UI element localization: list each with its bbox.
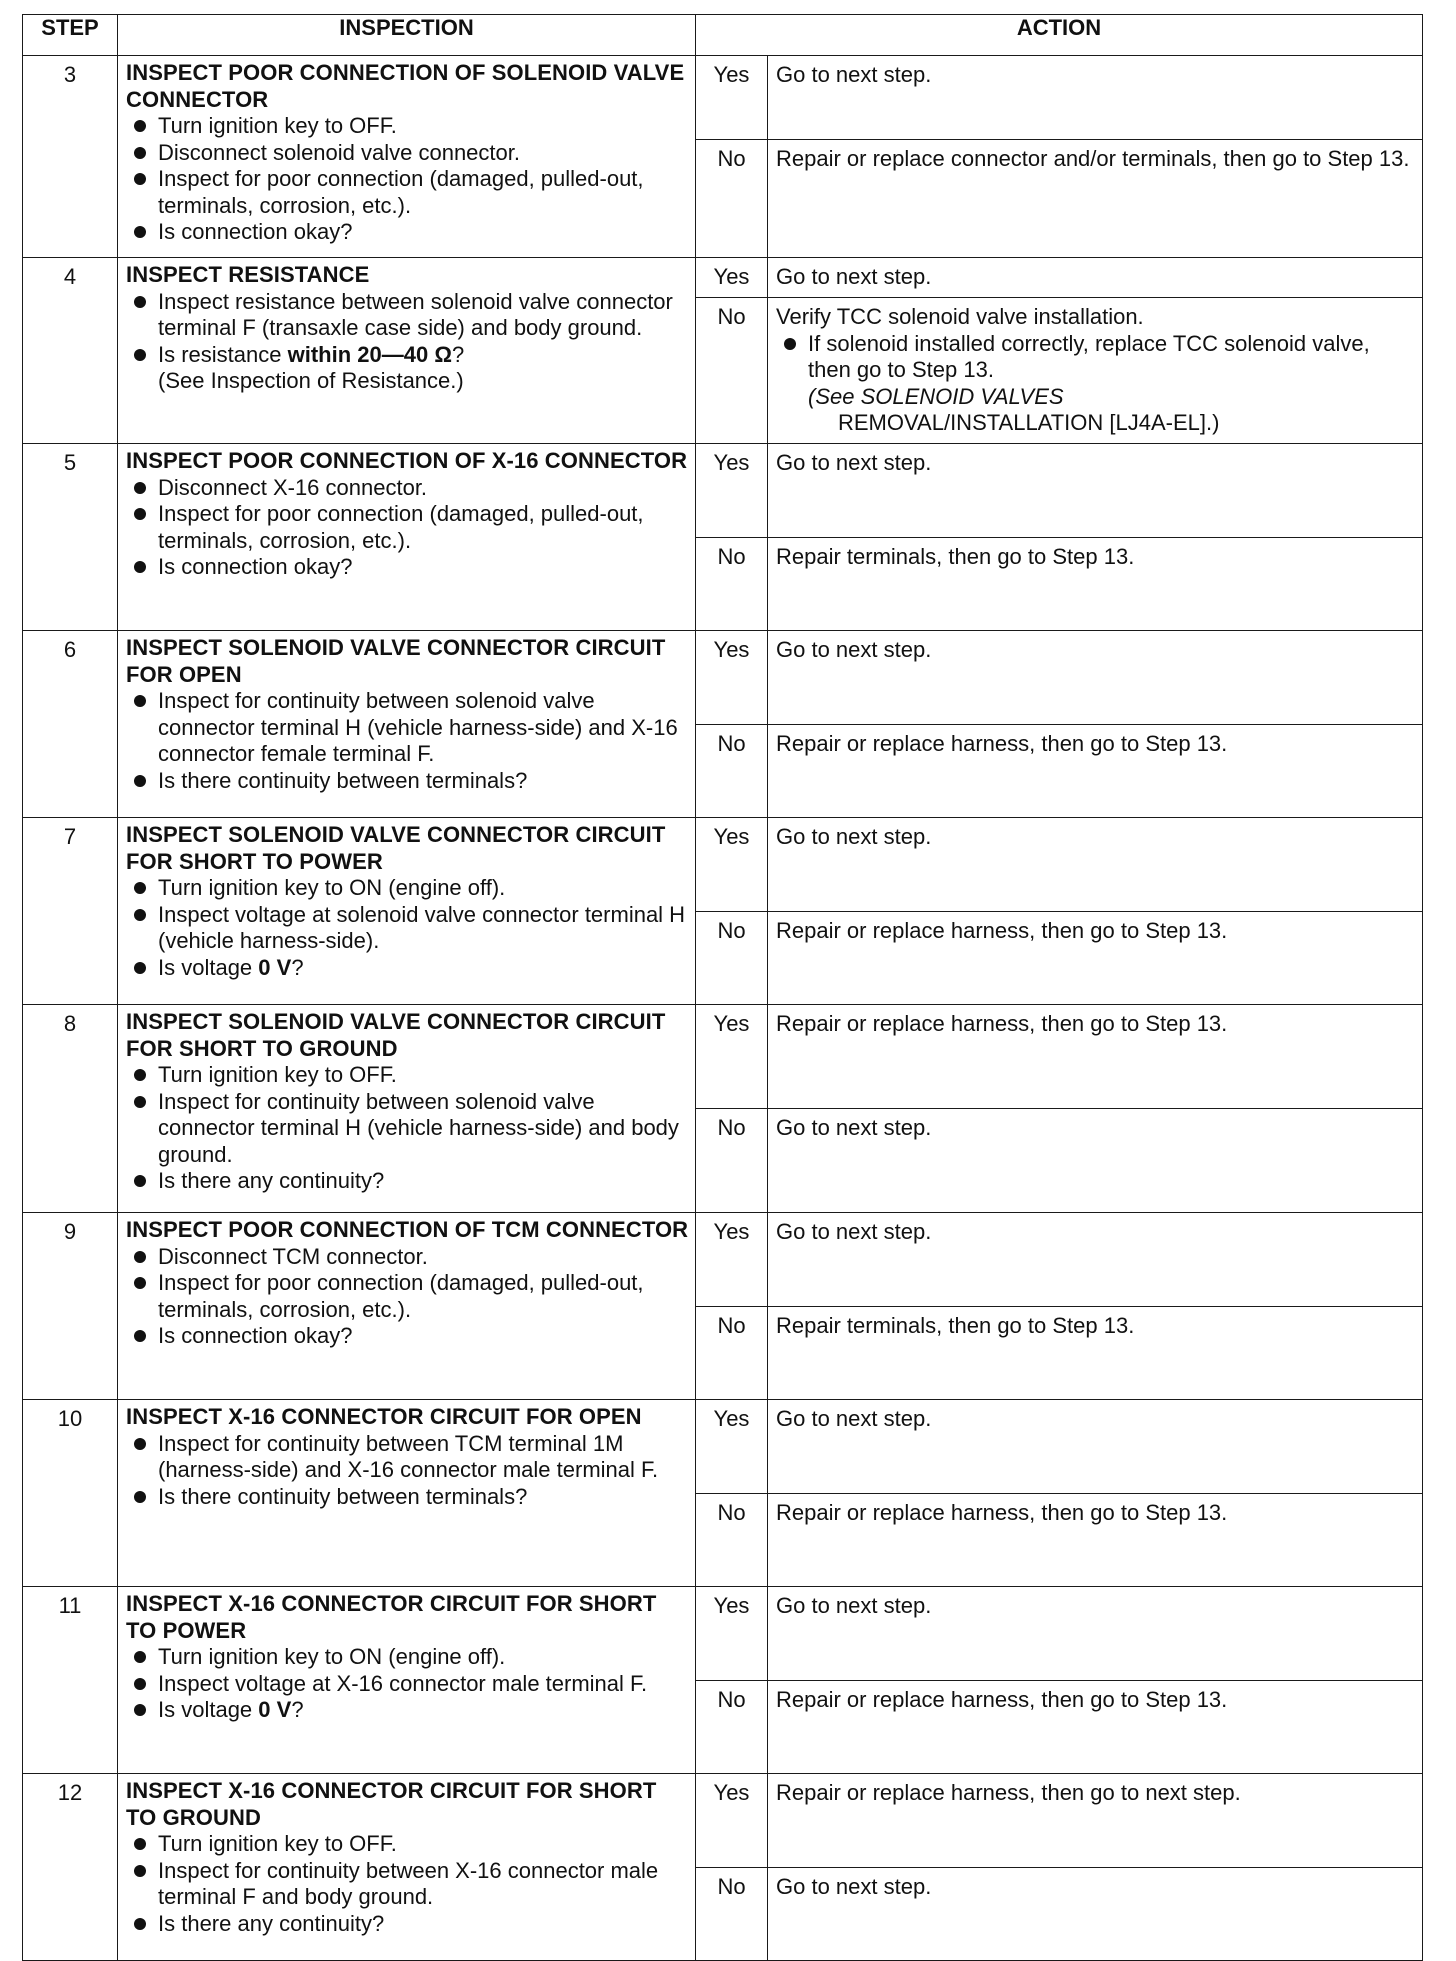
inspection-text: Inspect for continuity between TCM terminal 1M (harness-side) and X-16 connector male terminal F. [158, 1430, 659, 1482]
inspection-text: ? [451, 341, 465, 367]
inspection-bullet [126, 140, 689, 167]
bullet-icon [134, 962, 146, 974]
no-action-text: Repair terminals, then go to Step 13. [776, 1312, 1135, 1338]
inspection-title: INSPECT X-16 CONNECTOR CIRCUIT FOR SHORT TO GROUND [126, 1778, 657, 1830]
bullet-icon [134, 296, 146, 308]
inspection-text: Inspect voltage at X-16 connector male terminal F. [158, 1670, 648, 1696]
inspection-text: Is there continuity between terminals? [158, 1483, 528, 1509]
inspection-bullets [126, 875, 689, 981]
bullet-icon [784, 338, 796, 350]
inspection-bullet [126, 1062, 689, 1089]
table-row [23, 1587, 1423, 1681]
yes-label: Yes [696, 258, 768, 298]
no-label: No [696, 1109, 768, 1213]
table-body [23, 56, 1423, 1961]
inspection-bullet [126, 554, 689, 581]
inspection-text: Is resistance [158, 341, 288, 367]
inspection-cell [118, 56, 696, 258]
inspection-bullet [126, 1644, 689, 1671]
bullet-icon [134, 695, 146, 707]
yes-label: Yes [696, 1774, 768, 1868]
inspection-bullet [126, 902, 689, 955]
step-number: 10 [23, 1400, 118, 1587]
bullet-icon [134, 1838, 146, 1850]
step-number: 8 [23, 1005, 118, 1213]
no-action-text: Repair or replace harness, then go to Step 13. [776, 1686, 1228, 1712]
inspection-text: Is connection okay? [158, 1323, 353, 1348]
yes-action: Go to next step. [768, 818, 1423, 912]
diagnostic-procedure-page [22, 14, 1422, 1961]
header-step: STEP [23, 15, 118, 56]
inspection-bullet [126, 1671, 689, 1698]
bullet-icon [134, 173, 146, 185]
inspection-bullets [126, 1644, 689, 1724]
no-action-text: Go to next step. [776, 1115, 932, 1140]
step-number: 5 [23, 444, 118, 631]
no-action-sub-bullet [776, 331, 1414, 384]
inspection-bullet [126, 1270, 689, 1323]
inspection-title: INSPECT POOR CONNECTION OF TCM CONNECTOR [126, 1217, 689, 1242]
inspection-text: Is voltage [158, 954, 259, 980]
no-label: No [696, 1867, 768, 1961]
inspection-bullets [126, 113, 689, 246]
no-action-text: Repair or replace harness, then go to Step 13. [776, 1499, 1228, 1525]
inspection-bullet [126, 768, 689, 795]
bullet-icon [134, 1277, 146, 1289]
no-action-sub-text: If solenoid installed correctly, replace TCC solenoid valve, then go to Step 13. [808, 330, 1370, 382]
table-row [23, 444, 1423, 538]
inspection-bullet [126, 289, 689, 342]
inspection-title: INSPECT POOR CONNECTION OF X-16 CONNECTOR [126, 448, 688, 473]
inspection-bullets [126, 1244, 689, 1350]
table-row [23, 1774, 1423, 1868]
inspection-cell [118, 1400, 696, 1587]
inspection-bullets [126, 688, 689, 794]
no-action [768, 1867, 1423, 1961]
no-action-text: Repair or replace harness, then go to Step 13. [776, 917, 1228, 943]
inspection-bullet [126, 1858, 689, 1911]
diagnostic-table [22, 14, 1423, 1961]
bullet-icon [134, 1491, 146, 1503]
inspection-text: Turn ignition key to ON (engine off). [158, 1644, 506, 1669]
inspection-cell [118, 1774, 696, 1961]
inspection-bullet [126, 113, 689, 140]
yes-action: Go to next step. [768, 444, 1423, 538]
inspection-bullet [126, 219, 689, 246]
inspection-bullet [126, 1323, 689, 1350]
table-row [23, 1213, 1423, 1307]
inspection-text: Inspect for continuity between solenoid valve connector terminal H (vehicle harness-side) and body ground. [158, 1088, 679, 1167]
step-number: 11 [23, 1587, 118, 1774]
no-action [768, 911, 1423, 1005]
inspection-text: Inspect resistance between solenoid valve connector terminal F (transaxle case side) and body ground. [158, 288, 673, 340]
inspection-title: INSPECT SOLENOID VALVE CONNECTOR CIRCUIT FOR OPEN [126, 635, 666, 687]
inspection-text: Turn ignition key to OFF. [158, 1062, 397, 1087]
no-label: No [696, 911, 768, 1005]
inspection-bullet [126, 1431, 689, 1484]
no-action-text: Go to next step. [776, 1873, 932, 1899]
inspection-text: Turn ignition key to OFF. [158, 1831, 397, 1856]
bullet-icon [134, 349, 146, 361]
yes-label: Yes [696, 631, 768, 725]
inspection-bullets [126, 1062, 689, 1195]
inspection-bullets [126, 289, 689, 395]
no-label: No [696, 140, 768, 258]
no-label: No [696, 1306, 768, 1400]
inspection-bullet [126, 1168, 689, 1195]
yes-label: Yes [696, 1005, 768, 1109]
table-header-row [23, 15, 1423, 56]
inspection-note-text: (See Inspection of Resistance.) [158, 368, 464, 393]
yes-action: Repair or replace harness, then go to next step. [768, 1774, 1423, 1868]
inspection-bullet [126, 342, 689, 369]
inspection-text: Inspect voltage at solenoid valve connector terminal H (vehicle harness-side). [158, 901, 686, 953]
bullet-icon [134, 147, 146, 159]
no-label: No [696, 724, 768, 818]
yes-label: Yes [696, 1587, 768, 1681]
inspection-bullet [126, 1484, 689, 1511]
yes-label: Yes [696, 56, 768, 140]
inspection-cell [118, 444, 696, 631]
step-number: 6 [23, 631, 118, 818]
inspection-text: Turn ignition key to ON (engine off). [158, 875, 506, 900]
inspection-title: INSPECT X-16 CONNECTOR CIRCUIT FOR SHORT TO POWER [126, 1591, 657, 1643]
yes-action: Go to next step. [768, 258, 1423, 298]
table-row [23, 56, 1423, 140]
table-row [23, 258, 1423, 298]
inspection-cell [118, 1213, 696, 1400]
yes-action: Repair or replace harness, then go to Step 13. [768, 1005, 1423, 1109]
no-action [768, 1306, 1423, 1400]
no-action-text: Repair or replace harness, then go to Step 13. [776, 730, 1228, 756]
inspection-bullet [126, 1697, 689, 1724]
bullet-icon [134, 1251, 146, 1263]
inspection-text: ? [291, 954, 304, 980]
inspection-cell [118, 1587, 696, 1774]
no-action [768, 1680, 1423, 1774]
inspection-text: Disconnect X-16 connector. [158, 474, 428, 500]
inspection-text: Is voltage [158, 1697, 259, 1722]
inspection-title: INSPECT X-16 CONNECTOR CIRCUIT FOR OPEN [126, 1404, 642, 1429]
no-label: No [696, 1680, 768, 1774]
no-action [768, 1493, 1423, 1587]
table-row [23, 818, 1423, 912]
inspection-text: Inspect for poor connection (damaged, pulled-out, terminals, corrosion, etc.). [158, 501, 644, 553]
yes-action: Go to next step. [768, 56, 1423, 140]
no-label: No [696, 1493, 768, 1587]
inspection-bullet [126, 501, 689, 554]
yes-label: Yes [696, 1213, 768, 1307]
inspection-text: Is there continuity between terminals? [158, 767, 528, 793]
inspection-text: ? [291, 1697, 304, 1722]
inspection-text: Inspect for continuity between X-16 connector male terminal F and body ground. [158, 1857, 659, 1909]
inspection-bullet [126, 1089, 689, 1169]
bullet-icon [134, 226, 146, 238]
bullet-icon [134, 1704, 146, 1716]
inspection-text: Is there any continuity? [158, 1168, 385, 1193]
inspection-cell [118, 631, 696, 818]
no-label: No [696, 537, 768, 631]
inspection-spec-value: 0 V [258, 1697, 292, 1722]
inspection-text: Inspect for poor connection (damaged, pulled-out, terminals, corrosion, etc.). [158, 1270, 644, 1322]
bullet-icon [134, 1438, 146, 1450]
inspection-note [126, 368, 689, 395]
step-number: 12 [23, 1774, 118, 1961]
inspection-title: INSPECT SOLENOID VALVE CONNECTOR CIRCUIT FOR SHORT TO POWER [126, 822, 666, 874]
step-number: 4 [23, 258, 118, 444]
inspection-cell [118, 818, 696, 1005]
header-inspection: INSPECTION [118, 15, 696, 56]
inspection-text: Inspect for poor connection (damaged, pulled-out, terminals, corrosion, etc.). [158, 166, 644, 218]
bullet-icon [134, 882, 146, 894]
no-action-text: Repair or replace connector and/or terminals, then go to Step 13. [776, 146, 1410, 171]
bullet-icon [134, 1096, 146, 1108]
no-action [768, 140, 1423, 258]
no-action-reference-cont: REMOVAL/INSTALLATION [LJ4A-EL].) [838, 410, 1220, 435]
step-number: 9 [23, 1213, 118, 1400]
inspection-title: INSPECT SOLENOID VALVE CONNECTOR CIRCUIT FOR SHORT TO GROUND [126, 1009, 666, 1061]
inspection-title: INSPECT POOR CONNECTION OF SOLENOID VALVE CONNECTOR [126, 60, 685, 112]
inspection-cell [118, 258, 696, 444]
bullet-icon [134, 1678, 146, 1690]
inspection-text: Is connection okay? [158, 554, 353, 579]
bullet-icon [134, 775, 146, 787]
table-row [23, 1400, 1423, 1494]
yes-action: Go to next step. [768, 1400, 1423, 1494]
inspection-bullet [126, 1911, 689, 1938]
inspection-text: Is there any continuity? [158, 1910, 385, 1936]
bullet-icon [134, 1330, 146, 1342]
inspection-bullets [126, 1831, 689, 1937]
bullet-icon [134, 909, 146, 921]
inspection-bullet [126, 688, 689, 768]
table-row [23, 631, 1423, 725]
bullet-icon [134, 482, 146, 494]
inspection-title: INSPECT RESISTANCE [126, 262, 370, 287]
bullet-icon [134, 561, 146, 573]
inspection-bullets [126, 1431, 689, 1511]
step-number: 7 [23, 818, 118, 1005]
yes-action: Go to next step. [768, 1587, 1423, 1681]
inspection-text: Disconnect TCM connector. [158, 1243, 428, 1269]
inspection-bullet [126, 875, 689, 902]
inspection-bullet [126, 955, 689, 982]
no-action-reference: (See SOLENOID VALVES [808, 383, 1064, 409]
yes-action: Go to next step. [768, 1213, 1423, 1307]
no-action-text: Repair terminals, then go to Step 13. [776, 543, 1135, 569]
inspection-text: Is connection okay? [158, 219, 353, 244]
bullet-icon [134, 120, 146, 132]
inspection-spec-value: within 20—40 Ω [287, 341, 452, 367]
inspection-text: Inspect for continuity between solenoid valve connector terminal H (vehicle harness-side) and X-16 connector female terminal F. [158, 688, 678, 766]
bullet-icon [134, 1918, 146, 1930]
yes-label: Yes [696, 818, 768, 912]
no-action [768, 298, 1423, 444]
bullet-icon [134, 1175, 146, 1187]
inspection-cell [118, 1005, 696, 1213]
step-number: 3 [23, 56, 118, 258]
inspection-text: Turn ignition key to OFF. [158, 113, 397, 138]
yes-action: Go to next step. [768, 631, 1423, 725]
bullet-icon [134, 508, 146, 520]
bullet-icon [134, 1069, 146, 1081]
no-action-text: Verify TCC solenoid valve installation. [776, 304, 1144, 329]
header-action: ACTION [696, 15, 1423, 56]
no-action [768, 537, 1423, 631]
yes-label: Yes [696, 1400, 768, 1494]
inspection-bullets [126, 475, 689, 581]
no-label: No [696, 298, 768, 444]
table-row [23, 1005, 1423, 1109]
inspection-bullet [126, 166, 689, 219]
inspection-text: Disconnect solenoid valve connector. [158, 139, 520, 165]
inspection-bullet [126, 475, 689, 502]
inspection-bullet [126, 1244, 689, 1271]
no-action [768, 1109, 1423, 1213]
bullet-icon [134, 1651, 146, 1663]
yes-label: Yes [696, 444, 768, 538]
inspection-bullet [126, 1831, 689, 1858]
no-action [768, 724, 1423, 818]
bullet-icon [134, 1865, 146, 1877]
inspection-spec-value: 0 V [258, 954, 292, 980]
